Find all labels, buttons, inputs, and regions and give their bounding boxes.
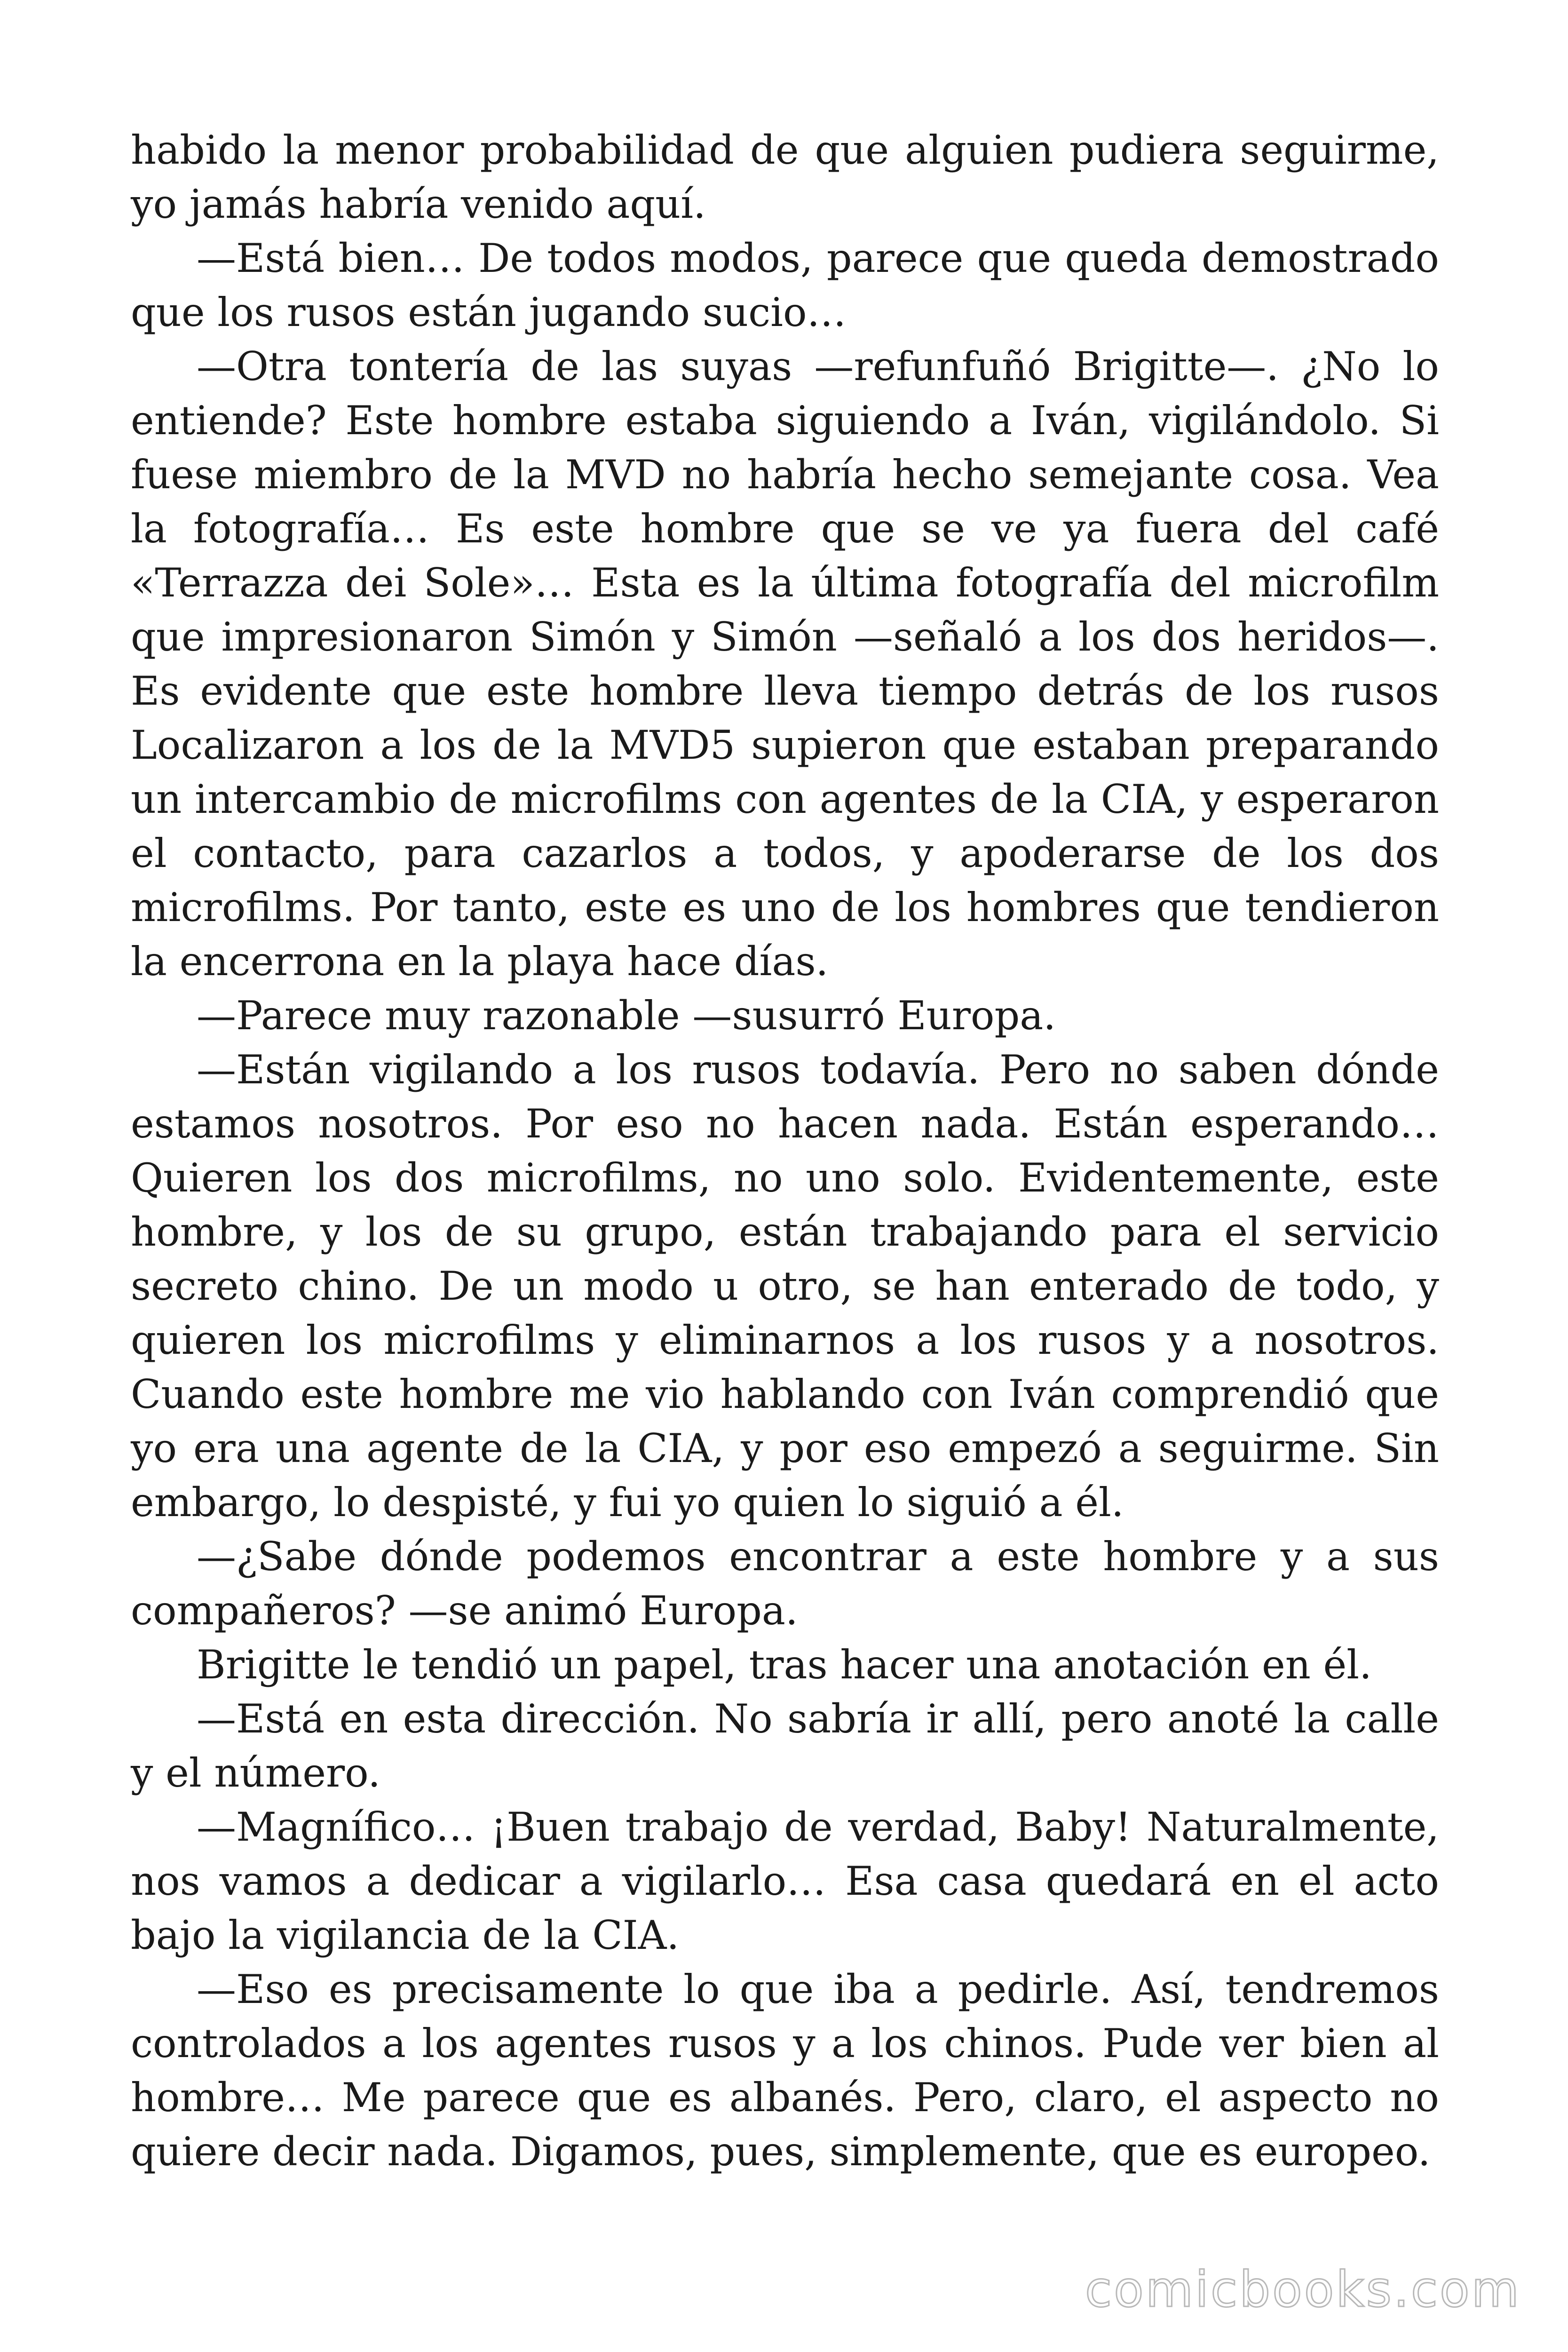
- paragraph-3: —Otra tontería de las suyas —refunfuñó Brigitte—. ¿No lo entiende? Este hombre estaba siguiendo a Iván, vigilándolo. Si fuese miembro de la MVD no habría hecho semejante cosa. Vea la fotografía… Es este hombre que se ve ya fuera del café «Terrazza dei Sole»… Esta es la última fotografía del microfilm que impresionaron Simón y Simón —señaló a los dos heridos—. Es evidente que este hombre lleva tiempo detrás de los rusos Localizaron a los de la MVD5 supieron que estaban preparando un intercambio de microfilms con agentes de la CIA, y esperaron el contacto, para cazarlos a todos, y apoderarse de los dos microfilms. Por tanto, este es uno de los hombres que tendieron la encerrona en la playa hace días.: [131, 343, 1439, 985]
- paragraph-6: —¿Sabe dónde podemos encontrar a este hombre y a sus compañeros? —se animó Europa.: [131, 1534, 1439, 1634]
- paragraph-8: —Está en esta dirección. No sabría ir allí, pero anoté la calle y el número.: [131, 1696, 1439, 1796]
- paragraph-4: —Parece muy razonable —susurró Europa.: [197, 993, 1056, 1039]
- paragraph-2: —Está bien… De todos modos, parece que queda demostrado que los rusos están jugando sucio…: [131, 235, 1439, 335]
- watermark: comicbooks.com: [1085, 2261, 1521, 2318]
- paragraph-1: habido la menor probabilidad de que alguien pudiera seguirme, yo jamás habría venido aquí.: [131, 127, 1439, 227]
- paragraph-5: —Están vigilando a los rusos todavía. Pero no saben dónde estamos nosotros. Por eso no hacen nada. Están esperando… Quieren los dos microfilms, no uno solo. Evidentemente, este hombre, y los de su grupo, están trabajando para el servicio secreto chino. De un modo u otro, se han enterado de todo, y quieren los microfilms y eliminarnos a los rusos y a nosotros. Cuando este hombre me vio hablando con Iván comprendió que yo era una agente de la CIA, y por eso empezó a seguirme. Sin embargo, lo despisté, y fui yo quien lo siguió a él.: [131, 1047, 1439, 1526]
- paragraph-9: —Magnífico… ¡Buen trabajo de verdad, Baby! Naturalmente, nos vamos a dedicar a vigilarlo… Esa casa quedará en el acto bajo la vigilancia de la CIA.: [131, 1804, 1439, 1958]
- paragraph-7: Brigitte le tendió un papel, tras hacer una anotación en él.: [197, 1642, 1372, 1688]
- body-text: [131, 123, 1439, 2179]
- paragraph-10: —Eso es precisamente lo que iba a pedirle. Así, tendremos controlados a los agentes rusos y a los chinos. Pude ver bien al hombre… Me parece que es albanés. Pero, claro, el aspecto no quiere decir nada. Digamos, pues, simplemente, que es europeo.: [131, 1966, 1439, 2175]
